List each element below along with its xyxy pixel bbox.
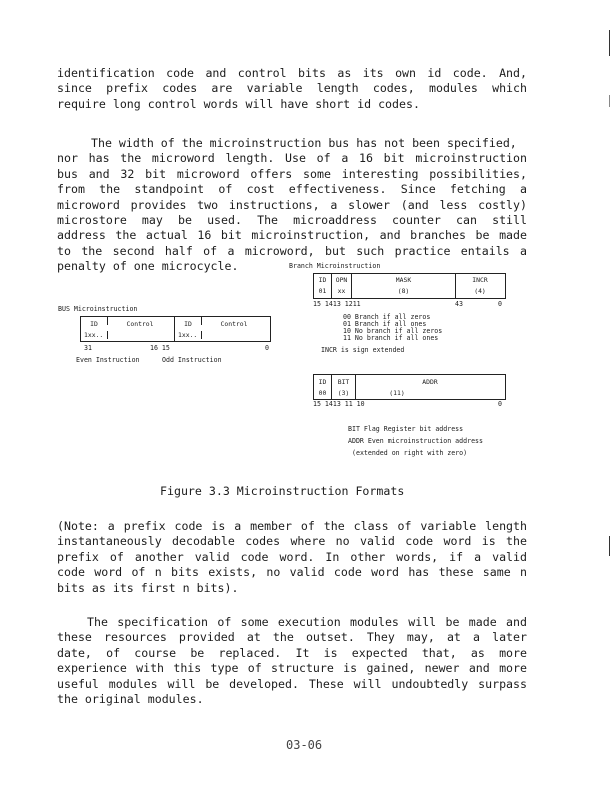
branch-sub-id: 01 [318,287,327,295]
bit-bit-numbers: 15 1413 11 10 [313,400,365,408]
text-line: prefix of another valid code word. In other words, if a valid [57,549,527,564]
bit-field-addr: ADDR [422,378,438,386]
text-line: date, of course be replaced. It is expected that, as more [57,645,527,660]
text-line: microstore may be used. The microaddress counter can still [57,213,527,228]
bus-bit-16-15: 16 15 [150,344,170,352]
text-line: microword provides two instructions, a slower (and less costly) [57,197,527,212]
text-line: (Note: a prefix code is a member of the class of variable length [57,519,527,533]
bus-sub-even: 1xx.. [84,331,104,339]
bus-field-control-even: Control [126,320,154,328]
bus-field-id-odd: ID [184,320,192,328]
bit-sub-addr: (11) [389,389,405,397]
bit-note-2: (extended on right with zero) [352,449,468,457]
bit-sub-bit: (3) [337,389,350,397]
text-line: useful modules will be developed. These will undoubtedly surpass [57,676,527,691]
bit-field-id: ID [318,378,327,386]
branch-code-1: 01 Branch if all ones [343,320,427,328]
branch-title: Branch Microinstruction [289,262,381,270]
paragraph-4 [57,615,527,707]
incr-note: INCR is sign extended [321,346,405,354]
text-line: bus and 32 bit microword offers some interesting possibilities, [57,166,527,181]
paragraph-1 [57,66,527,112]
text-line: require long control words will have short id codes. [57,96,420,111]
bus-label-even: Even Instruction [76,356,140,364]
text-line: since prefix codes are variable length codes, modules which [57,81,527,96]
text-line: The specification of some execution modules will be made and [87,615,527,629]
figure-caption: Figure 3.3 Microinstruction Formats [160,484,405,498]
scan-mark [609,95,610,107]
branch-bit-mid: 43 [455,300,463,308]
branch-bit-end: 0 [498,300,502,308]
text-line: identification code and control bits as its own id code. And, [57,66,527,80]
bus-title: BUS Microinstruction [58,305,138,313]
bus-bit-31: 31 [84,344,92,352]
branch-code-3: 11 No branch if all ones [343,334,439,342]
text-line: to the second half of a microword, but such practice entails a [57,243,527,258]
branch-field-opn: OPN [335,276,348,284]
bus-label-odd: Odd Instruction [162,356,222,364]
bit-note-0: BIT Flag Register bit address [348,425,464,433]
bit-sub-id: 00 [318,389,327,397]
branch-code-0: 00 Branch if all zeros [343,313,431,321]
text-line: the original modules. [57,692,204,707]
text-line: these resources provided at the outset. They may, at a later [57,630,527,645]
branch-sub-opn: xx [337,287,346,295]
paragraph-2 [57,136,527,275]
text-line: bits as its first n bits). [57,580,239,595]
text-line: The width of the microinstruction bus has not been specified, [91,136,517,150]
branch-sub-mask: (8) [397,287,410,295]
bus-sub-odd: 1xx.. [178,331,198,339]
branch-field-mask: MASK [395,276,412,284]
paragraph-3 [57,519,527,596]
text-line: penalty of one microcycle. [57,259,239,274]
branch-code-2: 10 No branch if all zeros [343,327,443,335]
text-line: instantaneously decodable codes where no valid code word is the [57,534,527,549]
bus-field-control-odd: Control [220,320,248,328]
branch-bit-numbers: 15 1413 1211 [313,300,361,308]
bit-note-1: ADDR Even microinstruction address [348,437,483,445]
text-line: experience with this type of structure is gained, newer and more [57,661,527,676]
text-line: nor has the microword length. Use of a 16 bit microinstruction [57,151,527,166]
text-line: address the actual 16 bit microinstruction, and branches be made [57,228,527,243]
text-line: code word of n bits exists, no valid code word has these same n [57,565,527,580]
branch-sub-incr: (4) [474,287,486,295]
scan-mark [609,536,610,556]
bus-field-id-even: ID [90,320,98,328]
bus-bit-0: 0 [265,344,269,352]
text-line: from the standpoint of cost effectiveness. Since fetching a [57,182,527,197]
page-number: 03-06 [286,738,323,752]
bit-bit-end: 0 [498,400,502,408]
bit-field-bit: BIT [337,378,350,386]
branch-field-incr: INCR [472,276,488,284]
branch-field-id: ID [318,276,327,284]
scan-mark [609,30,610,56]
